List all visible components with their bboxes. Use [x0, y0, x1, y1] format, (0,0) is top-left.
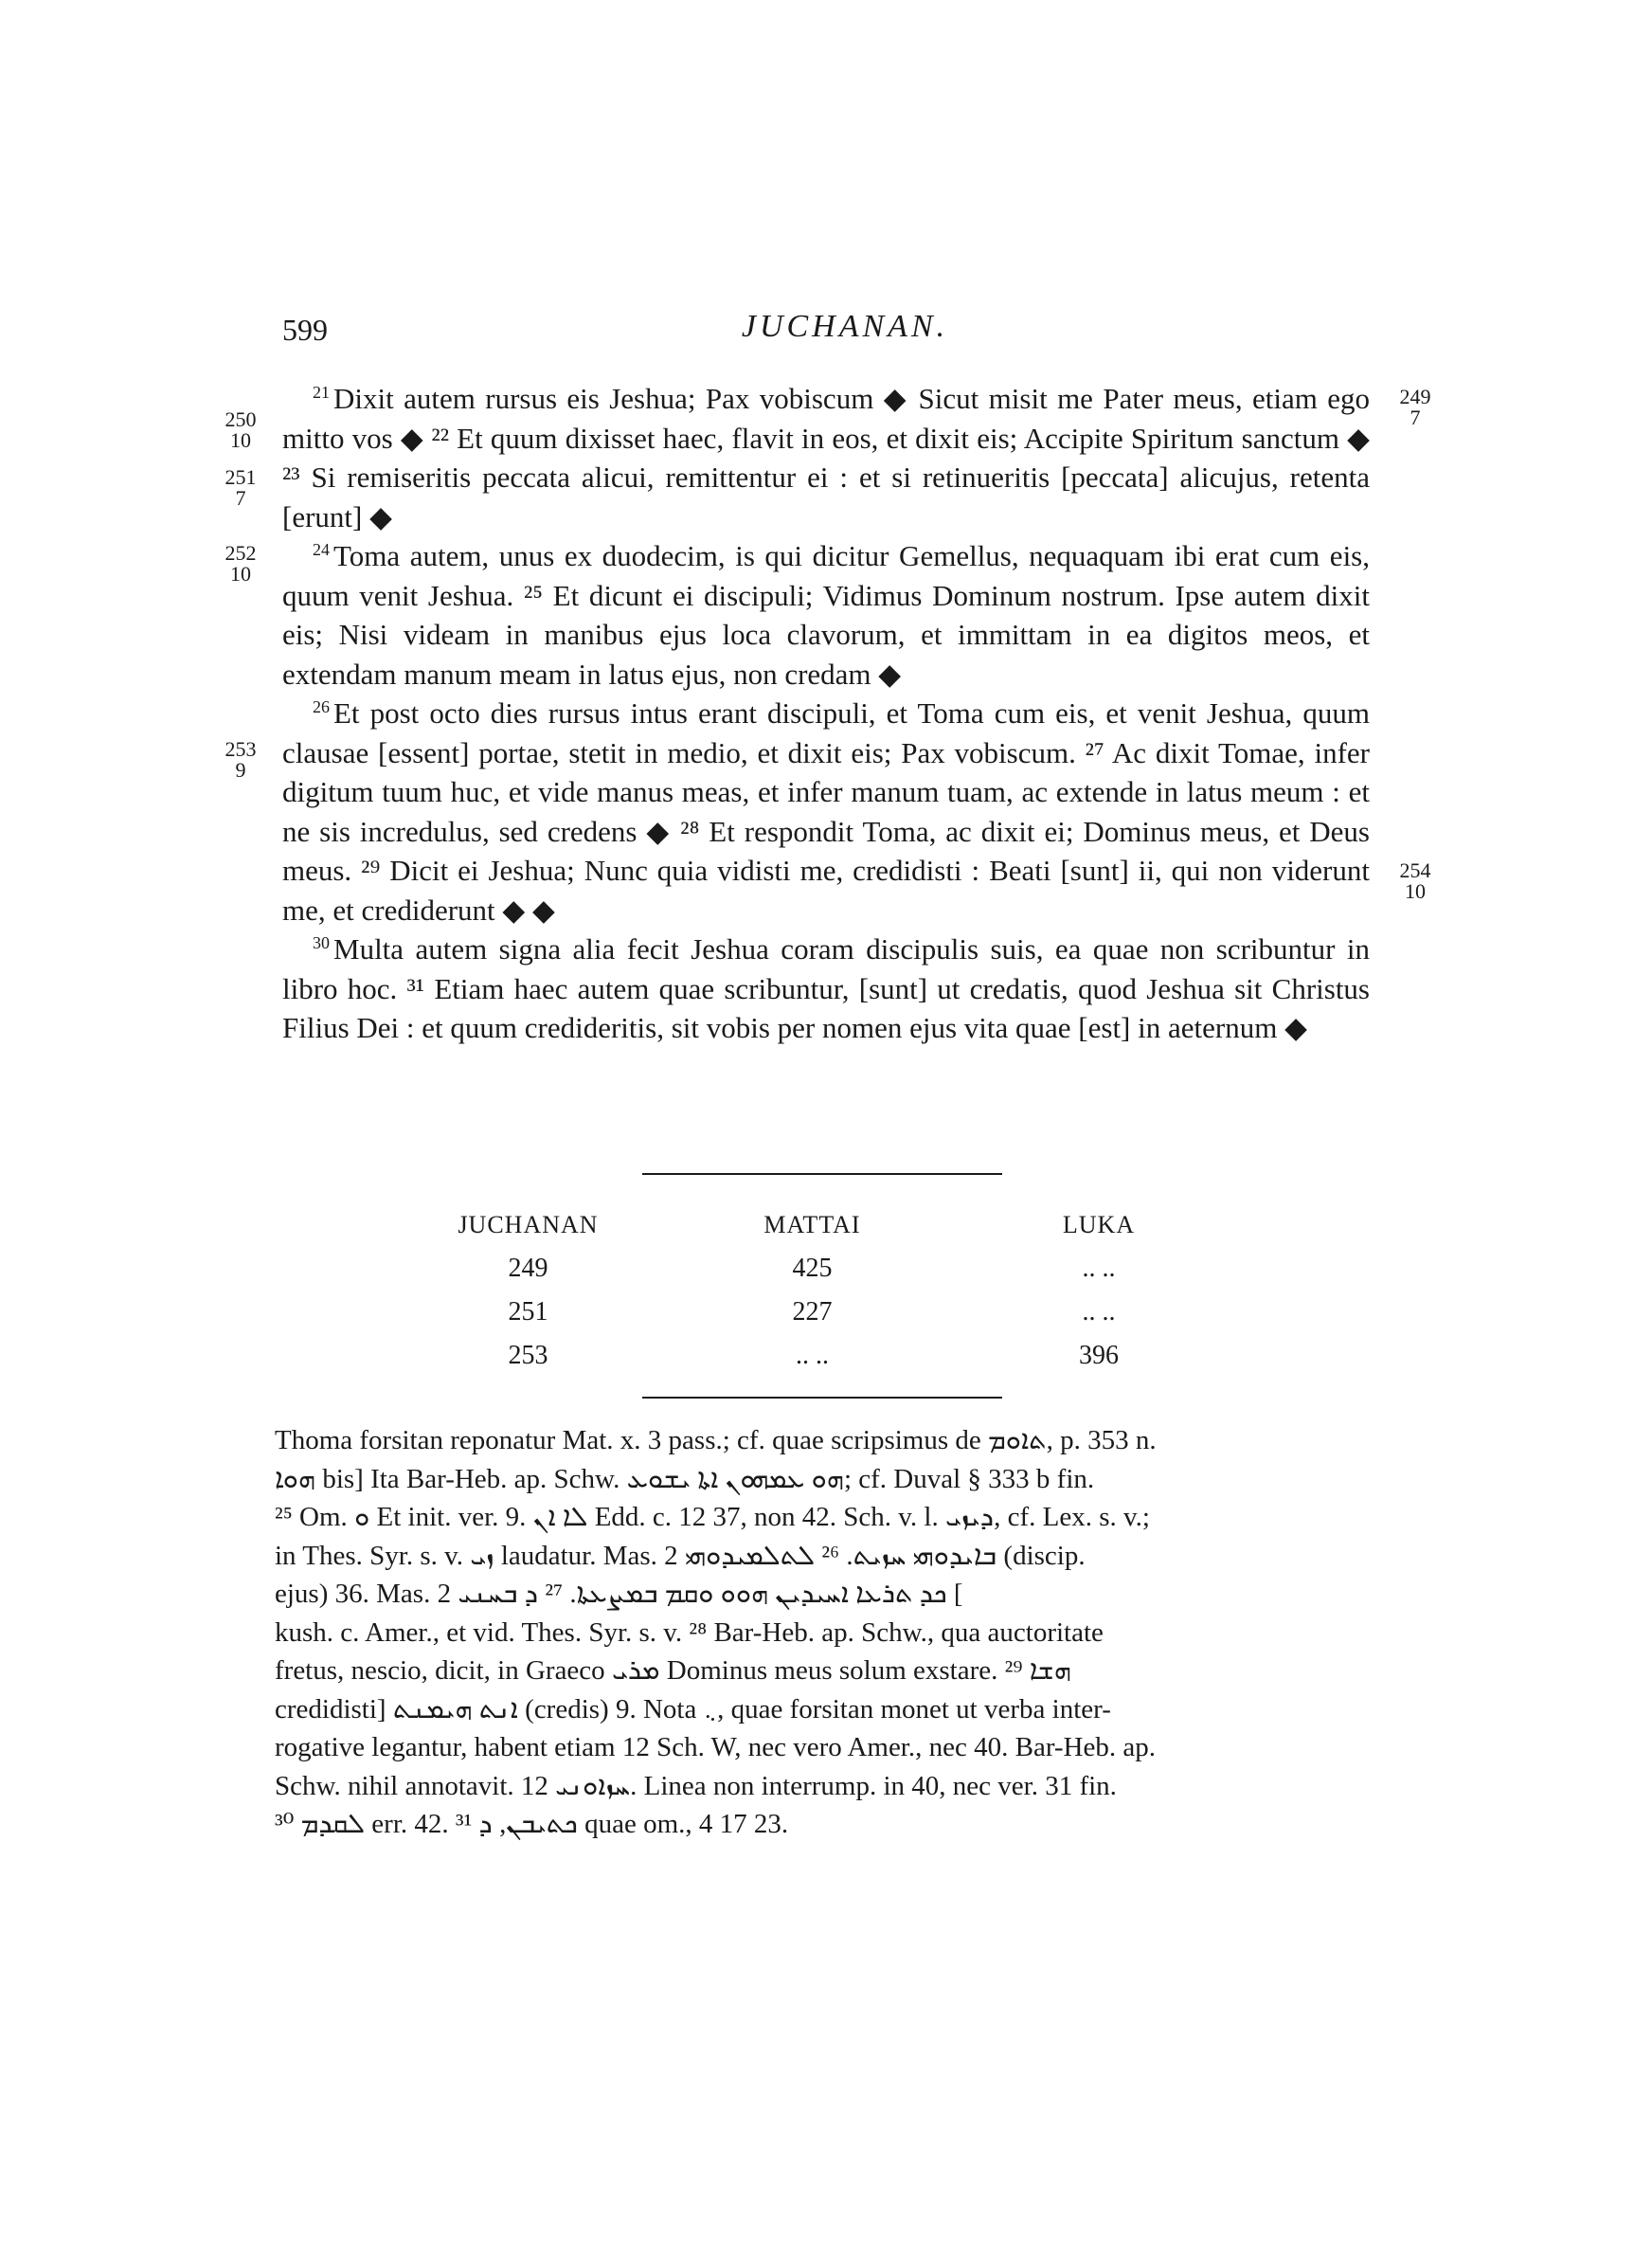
table-cell: 425	[792, 1254, 833, 1283]
margin-ref-left: 253 9	[224, 737, 257, 782]
margin-ref-left: 250 10	[224, 407, 257, 452]
table-header-row	[407, 1203, 1222, 1247]
paragraph	[282, 930, 1370, 1048]
table-row	[407, 1291, 1222, 1334]
table-cell: .. ..	[796, 1341, 829, 1370]
verse-number: 30	[313, 932, 330, 952]
table-cell: 253	[508, 1341, 548, 1370]
running-title: JUCHANAN.	[741, 309, 949, 344]
paragraph-text: Multa autem signa alia fecit Jeshua coram discipulis suis, ea quae non scribuntur in libro hoc. ³¹ Etiam haec autem quae scribuntur, [sunt] ut credatis, quod Jeshua sit Christus Filius Dei : et quum credideritis, sit vobis per nomen ejus vita quae [est] in aeternum ◆	[282, 932, 1370, 1044]
verse-number: 24	[313, 539, 330, 559]
note-line: in Thes. Syr. s. v. ܙܝ laudatur. Mas. 2 ܒܐܝܕܘܗܝ ܚܙܝܬ. ²⁶ ܠܬܠܡܝܕܘܗܝ (discip.	[275, 1540, 1086, 1571]
table-row	[407, 1334, 1222, 1378]
note-line: ³⁰ ܠܩܕܡ err. 42. ³¹ ܟܬܝܒܢ, ܕ quae om., 4 17 23.	[275, 1809, 789, 1839]
column-header: MATTAI	[763, 1211, 861, 1238]
note-line: ܗܘܐ bis] Ita Bar-Heb. ap. Schw. ܗܘ ܥܡܗܘܢ ܐܬܐ ܝܫܘܥ; cf. Duval § 333 b fin.	[275, 1463, 1095, 1494]
paragraph	[282, 379, 1370, 536]
divider-bottom	[642, 1397, 1002, 1399]
note-line: Schw. nihil annotavit. ܚܙܐܘܢܝ 12. Linea non interrump. in 40, nec ver. 31 fin.	[275, 1770, 1117, 1801]
page-number: 599	[282, 313, 328, 347]
table-cell: .. ..	[1082, 1297, 1116, 1327]
margin-ref-right: 249 7	[1399, 385, 1431, 429]
margin-ref-right: 254 10	[1399, 858, 1431, 903]
main-text	[282, 379, 1370, 1048]
paragraph	[282, 536, 1370, 694]
note-line: kush. c. Amer., et vid. Thes. Syr. s. v. ²⁸ Bar-Heb. ap. Schw., qua auctoritate	[275, 1616, 1104, 1648]
note-line: ejus) 36. Mas. 2 ܟܕ ܬܪܥܐ ܐܚܝܕܝܢ ܗܘܘ ܘܩܡ ܒܡܨܥܬܐ. ²⁷ ܕ ܒܚܢܝ [	[275, 1579, 963, 1609]
concordance-table	[407, 1203, 1222, 1378]
column-header: LUKA	[1062, 1211, 1136, 1238]
paragraph-text: Et post octo dies rursus intus erant discipuli, et Toma cum eis, et venit Jeshua, quum clausae [essent] portae, stetit in medio, et dixit eis; Pax vobiscum. ²⁷ Ac dixit Tomae, infer digitum tuum huc, et vide manus meas, et infer manum tuam, ac extende in latus meum : et ne sis incredulus, sed credens ◆ ²⁸ Et respondit Toma, ac dixit ei; Dominus meus, et Deus meus. ²⁹ Dicit ei Jeshua; Nunc quia vidisti me, credidisti : Beati [sunt] ii, qui non viderunt me, et crediderunt ◆ ◆	[282, 696, 1370, 927]
table-cell: 396	[1079, 1341, 1119, 1370]
note-line: fretus, nescio, dicit, in Graeco ܡܪܝ Dominus meus solum exstare. ²⁹ ܗܫܐ	[275, 1655, 1071, 1686]
paragraph-text: Toma autem, unus ex duodecim, is qui dicitur Gemellus, nequaquam ibi erat cum eis, quum venit Jeshua. ²⁵ Et dicunt ei discipuli; Vidimus Dominum nostrum. Ipse autem dixit eis; Nisi videam in manibus ejus loca clavorum, et immittam in ea digitos meos, et extendam manum meam in latus ejus, non credam ◆	[282, 539, 1370, 691]
note-line: Thoma forsitan reponatur Mat. x. 3 pass.; cf. quae scripsimus de ܬܐܘܡ, p. 353 n.	[275, 1425, 1157, 1455]
divider-top	[642, 1173, 1002, 1175]
paragraph-text: Dixit autem rursus eis Jeshua; Pax vobiscum ◆ Sicut misit me Pater meus, etiam ego mitto vos ◆ ²² Et quum dixisset haec, flavit in eos, et dixit eis; Accipite Spiritum sanctum ◆ ²³ Si remiseritis peccata alicui, remittentur ei : et si retinueritis [peccata] alicujus, retenta [erunt] ◆	[282, 382, 1370, 533]
table-cell: .. ..	[1082, 1254, 1116, 1283]
note-line: rogative legantur, habent etiam 12 Sch. W, nec vero Amer., nec 40. Bar-Heb. ap.	[275, 1732, 1156, 1762]
paragraph	[282, 694, 1370, 930]
verse-number: 21	[313, 382, 330, 402]
note-line: credidisti] ܐܢܬ ܗܝܡܢܬ (credis) 9. Nota ܆, quae forsitan monet ut verba inter-	[275, 1693, 1111, 1724]
table-cell: 227	[792, 1297, 833, 1327]
note-line: ²⁵ Om. ܘ Et init. ver. 9. ܠܐ ܐܢ Edd. c. 12 37, non 42. Sch. v. l. ܕܝܙܝ, cf. Lex. s. v.;	[275, 1502, 1150, 1532]
table-row	[407, 1247, 1222, 1291]
verse-number: 26	[313, 696, 330, 716]
column-header: JUCHANAN	[458, 1211, 599, 1238]
margin-ref-left: 251 7	[224, 465, 257, 510]
table-cell: 249	[508, 1254, 548, 1283]
margin-ref-left: 252 10	[224, 541, 257, 586]
table-cell: 251	[508, 1297, 548, 1327]
critical-notes	[275, 1421, 1374, 1844]
